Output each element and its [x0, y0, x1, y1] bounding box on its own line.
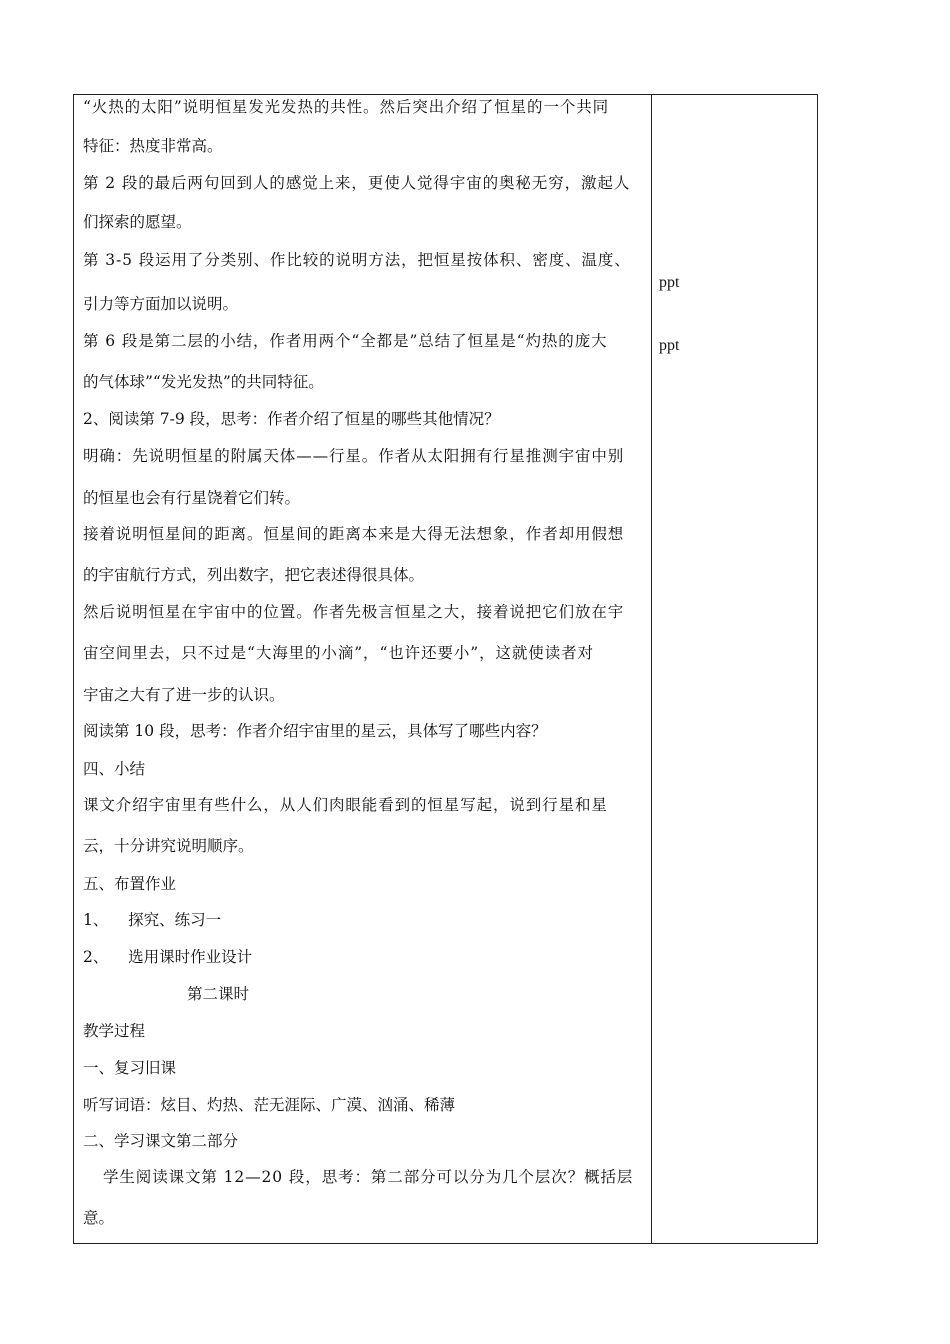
- section-heading: 教学过程: [83, 1022, 146, 1040]
- text-line: 的恒星也会有行星饶着它们转。: [83, 489, 301, 507]
- text-line: 明确：先说明恒星的附属天体——行星。作者从太阳拥有行星推测宇宙中别: [83, 447, 625, 465]
- text-line: 的宇宙航行方式，列出数字，把它表述得很具体。: [83, 566, 425, 584]
- text-line: 第 6 段是第二层的小结，作者用两个“全都是”总结了恒星是“灼热的庞大: [83, 332, 608, 350]
- section-heading: 二、学习课文第二部分: [83, 1132, 239, 1150]
- text-line: 意。: [83, 1209, 115, 1227]
- section-heading: 四、小结: [83, 760, 146, 778]
- text-line: 宙空间里去，只不过是“大海里的小滴”，“也许还要小”，这就使读者对: [83, 644, 594, 662]
- side-note: ppt: [659, 337, 680, 354]
- text-line: 2、阅读第 7-9 段，思考：作者介绍了恒星的哪些其他情况？: [83, 410, 500, 428]
- lesson-table: [73, 94, 818, 1244]
- text-line: “火热的太阳”说明恒星发光发热的共性。然后突出介绍了恒星的一个共同: [83, 98, 610, 116]
- text-line: 们探索的愿望。: [83, 213, 192, 231]
- text-line: 的气体球”“发光发热”的共同特征。: [83, 373, 324, 391]
- lesson-period-title: 第二课时: [187, 985, 250, 1003]
- section-heading: 一、复习旧课: [83, 1059, 177, 1077]
- side-note: ppt: [659, 274, 680, 291]
- text-line: 然后说明恒星在宇宙中的位置。作者先极言恒星之大，接着说把它们放在宇: [83, 603, 625, 621]
- text-line: 阅读第 10 段，思考：作者介绍宇宙里的星云，具体写了哪些内容？: [83, 722, 547, 740]
- list-item: 2、 选用课时作业设计: [83, 948, 253, 966]
- text-line: 听写词语：炫目、灼热、茫无涯际、广漠、汹涌、稀薄: [83, 1096, 456, 1114]
- text-line: 宇宙之大有了进一步的认识。: [83, 686, 285, 704]
- text-line: 引力等方面加以说明。: [83, 295, 239, 313]
- text-line: 课文介绍宇宙里有些什么，从人们肉眼能看到的恒星写起，说到行星和星: [83, 796, 608, 814]
- text-line: 接着说明恒星间的距离。恒星间的距离本来是大得无法想象，作者却用假想: [83, 525, 625, 543]
- text-line: 学生阅读课文第 12—20 段，思考：第二部分可以分为几个层次？概括层: [103, 1168, 634, 1186]
- text-line: 第 3-5 段运用了分类别、作比较的说明方法，把恒星按体积、密度、温度、: [83, 251, 631, 269]
- column-divider: [651, 95, 652, 1243]
- text-line: 云，十分讲究说明顺序。: [83, 837, 254, 855]
- text-line: 特征：热度非常高。: [83, 137, 223, 155]
- text-line: 第 2 段的最后两句回到人的感觉上来，更使人觉得宇宙的奥秘无穷，激起人: [83, 174, 631, 192]
- list-item: 1、 探究、练习一: [83, 911, 222, 929]
- section-heading: 五、布置作业: [83, 875, 177, 893]
